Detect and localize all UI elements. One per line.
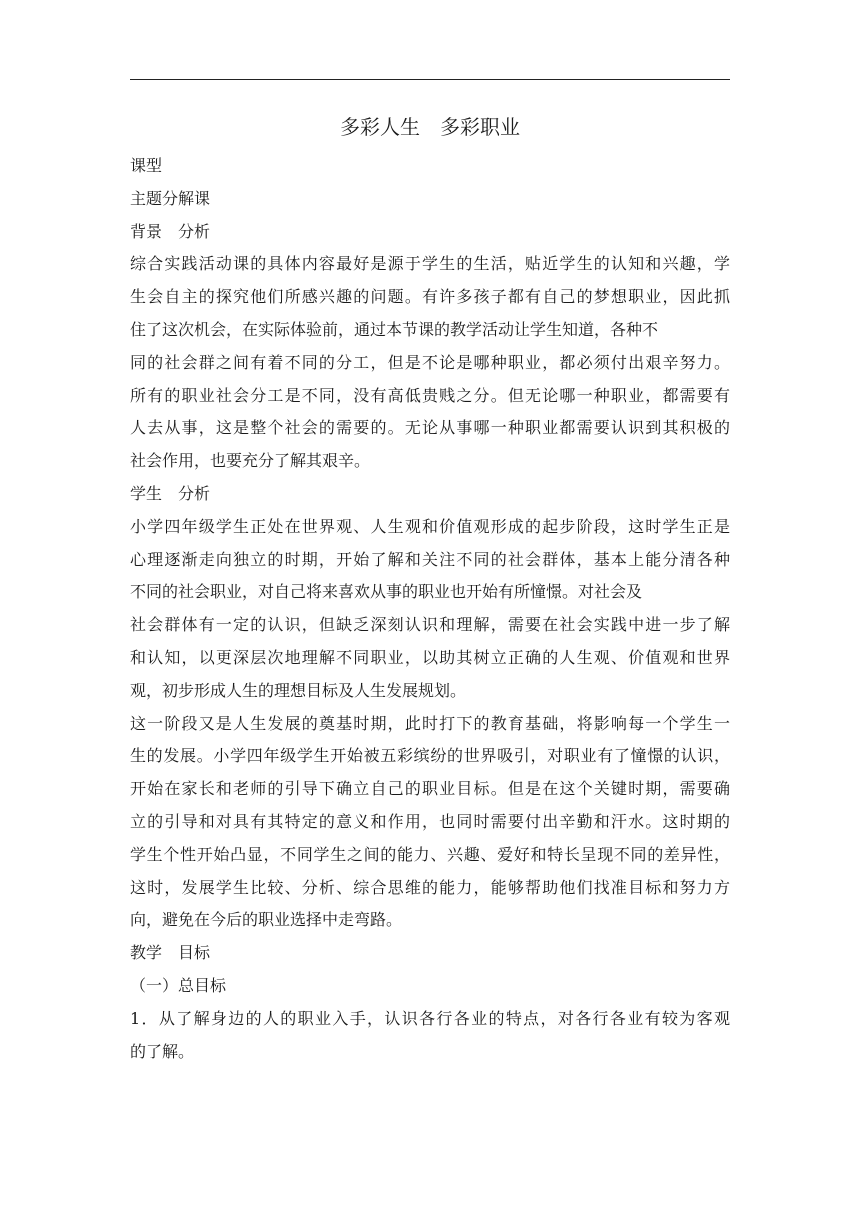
- text-line: 学生个性开始凸显，不同学生之间的能力、兴趣、爱好和特长呈现不同的差异性，: [130, 844, 730, 864]
- text-line: 社会群体有一定的认识，但缺乏深刻认识和理解，需要在社会实践中进一步了解: [130, 615, 730, 635]
- text-line: 人去从事，这是整个社会的需要的。无论从事哪一种职业都需要认识到其积极的: [130, 418, 730, 438]
- text-line: 的了解。: [130, 1041, 195, 1061]
- text-line: 不同的社会职业，对自己将来喜欢从事的职业也开始有所憧憬。对社会及: [130, 582, 643, 602]
- section-heading: 背景 分析: [130, 221, 211, 241]
- text-line: 所有的职业社会分工是不同，没有高低贵贱之分。但无论哪一种职业，都需要有: [130, 385, 730, 405]
- section-heading: 教学 目标: [130, 943, 211, 963]
- text-line: 这一阶段又是人生发展的奠基时期，此时打下的教育基础，将影响每一个学生一: [130, 713, 730, 733]
- text-line: 和认知，以更深层次地理解不同职业，以助其树立正确的人生观、价值观和世界: [130, 647, 730, 667]
- section-heading: 课型: [130, 156, 163, 175]
- text-line: 心理逐渐走向独立的时期，开始了解和关注不同的社会群体，基本上能分清各种: [130, 549, 730, 569]
- header-rule: [130, 79, 730, 80]
- document-body: [130, 150, 730, 1068]
- text-line: 观，初步形成人生的理想目标及人生发展规划。: [130, 680, 467, 700]
- text-line: 生会自主的探究他们所感兴趣的问题。有许多孩子都有自己的梦想职业，因此抓: [130, 287, 730, 307]
- text-line: 开始在家长和老师的引导下确立自己的职业目标。但是在这个关键时期，需要确: [130, 779, 730, 799]
- document-page: [130, 0, 730, 1216]
- section-heading: 学生 分析: [130, 483, 211, 503]
- text-line: 同的社会群之间有着不同的分工，但是不论是哪种职业，都必须付出艰辛努力。: [130, 352, 730, 372]
- text-line: 综合实践活动课的具体内容最好是源于学生的生活，贴近学生的认知和兴趣，学: [130, 254, 730, 274]
- text-line: 向，避免在今后的职业选择中走弯路。: [130, 910, 403, 930]
- text-line: 这时，发展学生比较、分析、综合思维的能力，能够帮助他们找准目标和努力方: [130, 877, 730, 897]
- text-line: 生的发展。小学四年级学生开始被五彩缤纷的世界吸引，对职业有了憧憬的认识，: [130, 746, 730, 766]
- text-line: 小学四年级学生正处在世界观、人生观和价值观形成的起步阶段，这时学生正是: [130, 516, 730, 536]
- text-line: （一）总目标: [130, 975, 227, 995]
- text-line: 立的引导和对具有其特定的意义和作用，也同时需要付出辛勤和汗水。这时期的: [130, 811, 730, 831]
- document-title: 多彩人生 多彩职业: [340, 115, 520, 139]
- text-line: 主题分解课: [130, 188, 211, 208]
- text-line: 住了这次机会，在实际体验前，通过本节课的教学活动让学生知道，各种不: [130, 319, 659, 339]
- text-line: 社会作用，也要充分了解其艰辛。: [130, 451, 371, 471]
- text-line: 1．从了解身边的人的职业入手，认识各行各业的特点，对各行各业有较为客观: [130, 1008, 730, 1028]
